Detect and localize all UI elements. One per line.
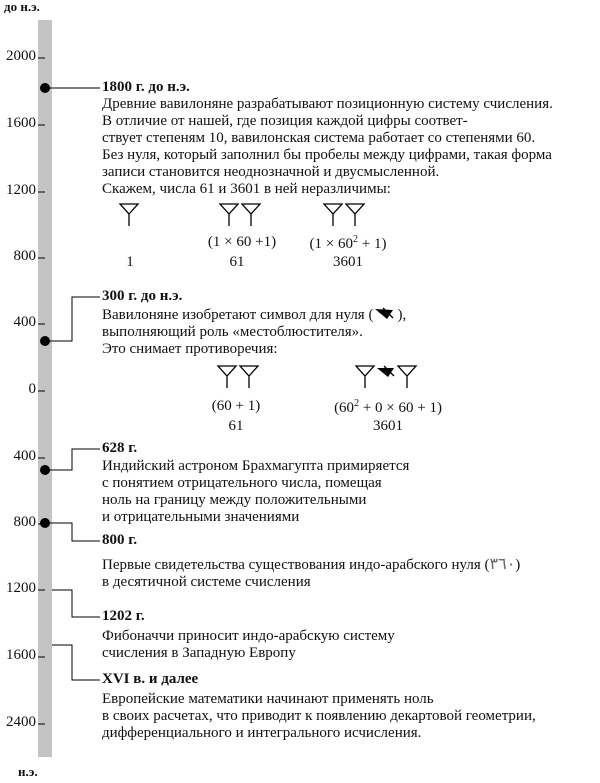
tick-label: 0 [28, 381, 36, 397]
event-text: Древние вавилоняне разрабатывают позиционную систему счисления. В отличие от нашей, где позиция каждой цифры соответ- ствует степеням 10, вавилонская система работает со степенями 60. Без нуля, который заполнил бы пробелы между цифрами, такая форма записи становится неоднозначной и двусмысленной. Скажем, числа 61 и 3601 в ней неразличимы: [102, 96, 553, 197]
event-year: 1800 г. до н.э. [102, 79, 190, 95]
event-year: 1202 г. [102, 608, 145, 624]
example-expression: (60 + 1) [211, 398, 261, 414]
example-expression: $(60^2 + 0 \times 60 + 1)$ [334, 398, 442, 416]
event-marker-800 [40, 518, 50, 528]
example-value: 1 [126, 254, 134, 270]
babylonian-numerals-ambiguous [112, 200, 392, 228]
tick-label: 1600 [6, 115, 36, 131]
tick-label: 400 [13, 314, 36, 330]
babylonian-numerals-with-zero [212, 362, 422, 390]
event-year: 800 г. [102, 532, 138, 548]
tick-label: 2400 [6, 714, 36, 730]
babylonian-zero-icon [373, 306, 397, 322]
tick-label: 1600 [6, 647, 36, 663]
tick-label: 1200 [6, 182, 36, 198]
example-value: 3601 [333, 254, 363, 270]
axis-bottom-label: н.э. [18, 764, 38, 779]
event-marker-300bc [40, 336, 50, 346]
event-text: Первые свидетельства существования индо-арабского нуля (٣٦٠) в десятичной системе счисления [102, 554, 521, 590]
tick-label: 800 [13, 248, 36, 264]
tick-label: 2000 [6, 48, 36, 64]
event-marker-1800bc [40, 83, 50, 93]
example-value: 61 [229, 254, 245, 270]
event-text: Европейские математики начинают применять ноль в своих расчетах, что приводит к появлению декартовой геометрии, дифференциального и интегрального исчисления. [102, 691, 536, 741]
event-text: Индийский астроном Брахмагупта примиряется с понятием отрицательного числа, помещая ноль на границу между положительными и отрицательными значениями [102, 458, 410, 525]
example-value: 3601 [373, 418, 403, 434]
event-text: Вавилоняне изобретают символ для нуля ( ), выполняющий роль «местоблюстителя». Это снимает противоречия: [102, 307, 407, 357]
event-year: XVI в. и далее [102, 671, 199, 687]
hindu-arabic-zero-glyph: ٣٦٠ [489, 554, 516, 573]
axis-top-label: до н.э. [4, 0, 40, 14]
example-value: 61 [228, 418, 244, 434]
event-year: 628 г. [102, 440, 138, 456]
tick-label: 800 [13, 514, 36, 530]
example-expression: $(1 \times 60^2 + 1)$ [309, 234, 387, 252]
event-marker-628 [40, 465, 50, 475]
tick-label: 400 [13, 448, 36, 464]
event-text: Фибоначчи приносит индо-арабскую систему счисления в Западную Европу [102, 628, 395, 661]
event-year: 300 г. до н.э. [102, 288, 183, 304]
example-expression: (1 × 60 +1) [207, 234, 277, 250]
tick-label: 1200 [6, 580, 36, 596]
